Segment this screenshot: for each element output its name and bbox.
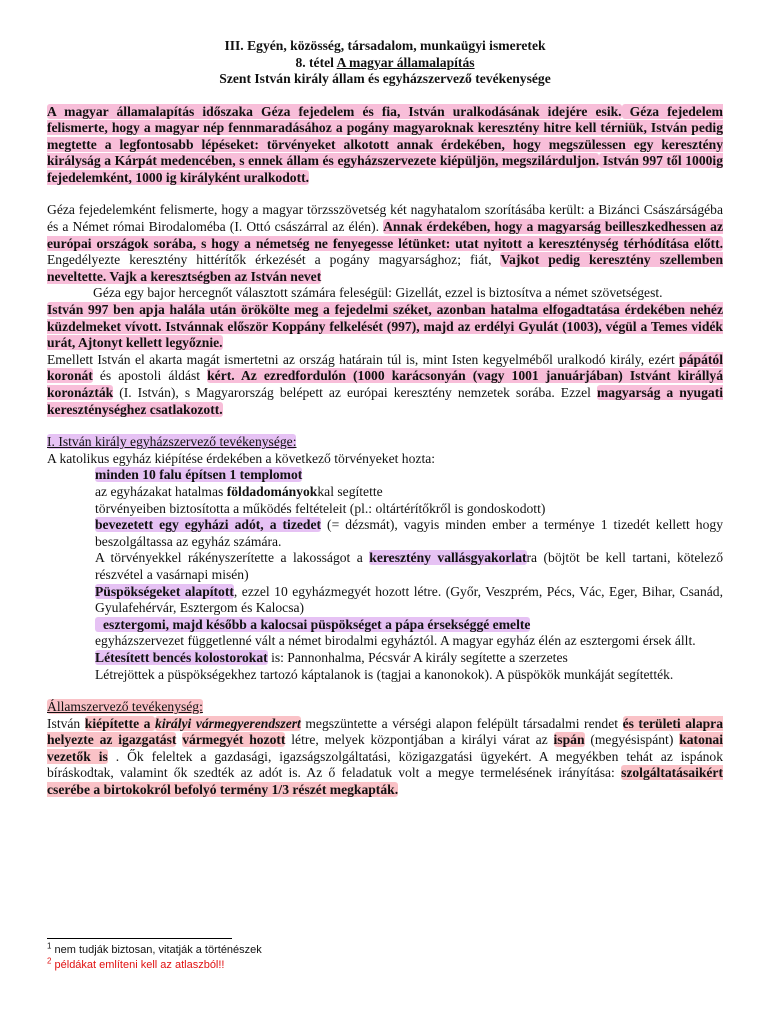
document-page [47, 38, 723, 799]
header-line-1: III. Egyén, közösség, társadalom, munkaügyi ismeretek [224, 38, 546, 53]
church-item-5: A törvényekkel rákényszerítette a lakosságot a keresztény vallásgyakorlatra (böjtöt be kell tartani, kötelező részvétel a vasárnapi misén) [95, 550, 723, 582]
paragraph-istvan: István 997 ben apja halála után örökölte meg a fejedelmi széket, azonban hatalma elfogadtatása érdekében nehéz küzdelmeket vívott. Istvánnak először Koppány felkelését (997), majd az erdélyi Gyulát (1003), végül a Temes vidék urát, Ajtonyt kellett legyőznie. [47, 302, 723, 351]
header-line-2: 8. tétel A magyar államalapítás [295, 54, 475, 70]
church-item-9: Létrejöttek a püspökségekhez tartozó káptalanok is (tagjai a kanonokok). A püspökök munkáját segítették. [95, 666, 674, 682]
state-paragraph: István kiépítette a királyi vármegyerendszert megszüntette a vérségi alapon felépült társadalmi rendet és területi alapra helyezte az igazgatást vármegyét hozott létre, melyek központjában a királyi várat az ispán (megyésispánt) katonai vezetők is . Ők feleltek a gazdasági, igazságszolgáltatási, közigazgatási ügyekért. A megyékben tehát az ispánok bíráskodtak, valamint ők szedték az adót is. Az ő feladatuk volt a megye termelésének irányítása: szolgáltatásaikért cserébe a birtokokról befolyó termény 1/3 részét megkapták. [47, 715, 724, 798]
church-item-6: Püspökségeket alapított, ezzel 10 egyházmegyét hozott létre. (Győr, Veszprém, Pécs, Vác, Eger, Bihar, Csanád, Gyulafehérvár, Esztergom és Kalocsa) [95, 583, 723, 616]
paragraph-coronation: Emellett István el akarta magát ismertetni az ország határain túl is, mint Isten kegyelméből uralkodó király, ezért pápától koronát és apostoli áldást kért. Az ezredfordulón (1000 karácsonyán (vagy 1001 januárjában) Istvánt királlyá koronázták (I. István), s Magyarország belépett az európai keresztény nemzetek sorába. Ezzel magyarság a nyugati kereszténységhez csatlakozott. [47, 351, 724, 417]
church-item-2: az egyházakat hatalmas földadományokkal segítette [95, 483, 383, 499]
church-intro: A katolikus egyház kiépítése érdekében a következő törvényeket hozta: [47, 450, 436, 466]
church-item-8: Létesített bencés kolostorokat is: Pannonhalma, Pécsvár A király segítette a szerzetes [95, 649, 568, 665]
footnote-1: $^1$ nem tudják biztosan, vitatják a történészek [47, 941, 262, 956]
section-church [47, 434, 723, 683]
footnote-divider [47, 938, 232, 939]
footnotes [47, 938, 447, 973]
church-item-4: bevezetett egy egyházi adót, a tizedet (= dézsmát), vagyis minden ember a terménye 1 tizedét kellett hogy beszolgáltassa az egyház számára. [95, 517, 723, 549]
header-line-3: Szent István király állam és egyházszervező tevékenysége [219, 71, 551, 86]
paragraph-gizella: Géza egy bajor hercegnőt választott számára feleségül: Gizellát, ezzel is biztosítva a német szövetségest. [93, 285, 663, 301]
footnote-2: $^2$ példákat említeni kell az atlaszból!! [47, 956, 225, 971]
state-heading: Államszervező tevékenység: [47, 699, 203, 715]
document-header [47, 38, 723, 88]
section-state [47, 699, 723, 799]
church-heading: I. István király egyházszervező tevékenysége: [47, 434, 297, 450]
church-item-1: minden 10 falu építsen 1 templomot [95, 467, 303, 483]
paragraph-intro: A magyar államalapítás időszaka Géza fejedelem és fia, István uralkodásának idejére esik. Géza fejedelem felismerte, hogy a magyar nép fennmaradásához a pogány magyaroknak keresztény hitre kell térniük, István pedig megtette a legfontosabb lépéseket: törvényeket alkotott annak érdekében, hogy megszülessen egy keresztény királyság a Kárpát medencében, s ennek állam és egyházszervezete kiépüljön, megszilárduljon. István 997 től 1000ig fejedelemként, 1000 ig királyként uralkodott. [47, 103, 723, 185]
church-item-3: törvényeiben biztosította a működés feltételeit (pl.: oltártérítőkről is gondoskodott) [95, 500, 546, 516]
paragraph-geza: Géza fejedelemként felismerte, hogy a magyar törzsszövetség két nagyhatalom szorításába került: a Bizánci Császárságéba és a Német római Birodaloméba (I. Ottó császárral az élén). Annak érdekében, hogy a magyarság beilleszkedhessen az európai országok sorába, s hogy a németség ne fenyegesse létünket: utat nyitott a kereszténység térhódítása előtt. Engedélyezte keresztény hittérítők érkezését a pogány magyarsághoz; fiát, Vajkot pedig keresztény szellemben neveltette. Vajk a keresztségben az István nevet [47, 202, 724, 284]
church-item-7: esztergomi, majd később a kalocsai püspökséget a pápa érsekséggé emelte [47, 617, 723, 634]
church-item-7b: egyházszervezet függetlenné vált a német birodalmi egyháztól. A magyar egyház élén az esztergomi érsek állt. [95, 633, 696, 649]
